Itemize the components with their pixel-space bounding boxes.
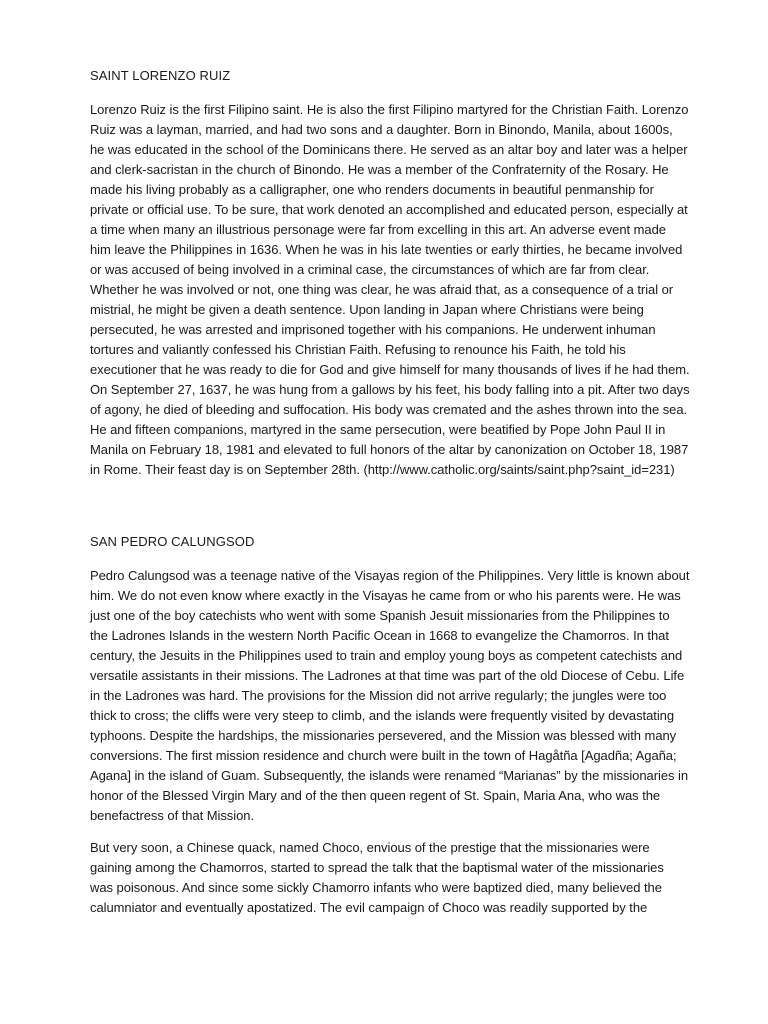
paragraph: But very soon, a Chinese quack, named Choco, envious of the prestige that the missionaries were gaining among the Chamorros, started to spread the talk that the baptismal water of the missionaries was poisonous. And since some sickly Chamorro infants who were baptized died, many believed the calumniator and eventually apostatized. The evil campaign of Choco was readily supported by the — [90, 840, 664, 915]
section-heading: SAINT LORENZO RUIZ — [90, 68, 231, 83]
paragraph: Pedro Calungsod was a teenage native of the Visayas region of the Philippines. Very little is known about him. We do not even know where exactly in the Visayas he came from or who his parents were. He was just one of the boy catechists who went with some Spanish Jesuit missionaries from the Philippines to the Ladrones Islands in the western North Pacific Ocean in 1668 to evangelize the Chamorros. In that century, the Jesuits in the Philippines used to train and employ young boys as competent catechists and versatile assistants in their missions. The Ladrones at that time was part of the old Diocese of Cebu. Life in the Ladrones was hard. The provisions for the Mission did not arrive regularly; the jungles were too thick to cross; the cliffs were very steep to climb, and the islands were frequently visited by devastating typhoons. Despite the hardships, the missionaries persevered, and the Mission was blessed with many conversions. The first mission residence and church were built in the town of Hagåtña [Agadña; Agaña; Agana] in the island of Guam. Subsequently, the islands were renamed “Marianas” by the missionaries in honor of the Blessed Virgin Mary and of the then queen regent of St. Spain, Maria Ana, who was the benefactress of that Mission. — [90, 568, 690, 823]
document-page — [90, 66, 690, 918]
section-heading: SAN PEDRO CALUNGSOD — [90, 534, 255, 549]
section-lorenzo-ruiz — [90, 66, 690, 480]
section-spacer — [90, 480, 690, 532]
section-pedro-calungsod — [90, 532, 690, 918]
paragraph: Lorenzo Ruiz is the first Filipino saint. He is also the first Filipino martyred for the Christian Faith. Lorenzo Ruiz was a layman, married, and had two sons and a daughter. Born in Binondo, Manila, about 1600s, he was educated in the school of the Dominicans there. He served as an altar boy and later was a helper and clerk-sacristan in the church of Binondo. He was a member of the Confraternity of the Rosary. He made his living probably as a calligrapher, one who renders documents in beautiful penmanship for private or official use. To be sure, that work denoted an accomplished and educated person, especially at a time when many an illustrious personage were far from excelling in this art. An adverse event made him leave the Philippines in 1636. When he was in his late twenties or early thirties, he became involved or was accused of being involved in a criminal case, the circumstances of which are far from clear. Whether he was involved or not, one thing was clear, he was afraid that, as a consequence of a trial or mistrial, he might be given a death sentence. Upon landing in Japan where Christians were being persecuted, he was arrested and imprisoned together with his companions. He underwent inhuman tortures and valiantly confessed his Christian Faith. Refusing to renounce his Faith, he told his executioner that he was ready to die for God and give himself for many thousands of lives if he had them. On September 27, 1637, he was hung from a gallows by his feet, his body falling into a pit. After two days of agony, he died of bleeding and suffocation. His body was cremated and the ashes thrown into the sea. He and fifteen companions, martyred in the same persecution, were beatified by Pope John Paul II in Manila on February 18, 1981 and elevated to full honors of the altar by canonization on October 18, 1987 in Rome. Their feast day is on September 28th. (http://www.catholic.org/saints/saint.php?saint_id=231) — [90, 102, 690, 477]
